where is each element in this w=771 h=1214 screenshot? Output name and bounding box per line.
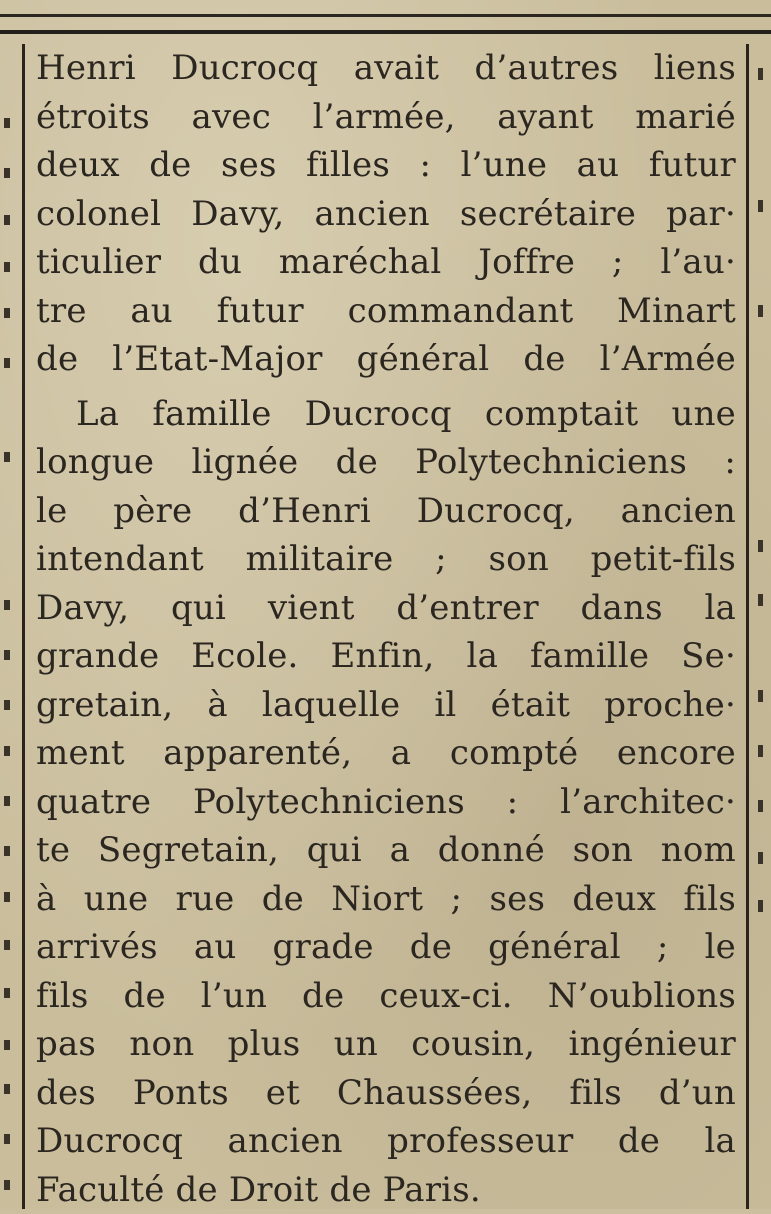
left-column-divider bbox=[22, 44, 25, 1209]
text-line: fils de l’un de ceux-ci. N’oublions bbox=[36, 972, 736, 1021]
text-line: à une rue de Niort ; ses deux fils bbox=[36, 875, 736, 924]
top-rule bbox=[0, 14, 771, 17]
text-line: de l’Etat-Major général de l’Armée bbox=[36, 335, 736, 384]
right-neighbor-column-fragments bbox=[752, 40, 771, 1209]
column-header-rule bbox=[0, 30, 771, 34]
text-line: colonel Davy, ancien secrétaire par· bbox=[36, 190, 736, 239]
text-line: La famille Ducrocq comptait une bbox=[36, 390, 736, 439]
text-line: étroits avec l’armée, ayant marié bbox=[36, 93, 736, 142]
left-neighbor-column-fragments bbox=[0, 40, 20, 1209]
text-line: le père d’Henri Ducrocq, ancien bbox=[36, 487, 736, 536]
text-line: Henri Ducrocq avait d’autres liens bbox=[36, 44, 736, 93]
paragraph-1 bbox=[36, 44, 736, 384]
paragraph-2 bbox=[36, 390, 736, 1214]
text-line: ticulier du maréchal Joffre ; l’au· bbox=[36, 238, 736, 287]
text-line: ment apparenté, a compté encore bbox=[36, 729, 736, 778]
text-line: te Segretain, qui a donné son nom bbox=[36, 826, 736, 875]
text-line: des Ponts et Chaussées, fils d’un bbox=[36, 1069, 736, 1118]
text-line: longue lignée de Polytechniciens : bbox=[36, 438, 736, 487]
text-line: Faculté de Droit de Paris. bbox=[36, 1166, 736, 1214]
text-line: deux de ses filles : l’une au futur bbox=[36, 141, 736, 190]
text-line: Davy, qui vient d’entrer dans la bbox=[36, 584, 736, 633]
text-line: intendant militaire ; son petit-fils bbox=[36, 535, 736, 584]
text-line: Ducrocq ancien professeur de la bbox=[36, 1117, 736, 1166]
text-line: arrivés au grade de général ; le bbox=[36, 923, 736, 972]
text-line: gretain, à laquelle il était proche· bbox=[36, 681, 736, 730]
text-line: tre au futur commandant Minart bbox=[36, 287, 736, 336]
text-line: pas non plus un cousin, ingénieur bbox=[36, 1020, 736, 1069]
text-line: quatre Polytechniciens : l’architec· bbox=[36, 778, 736, 827]
text-line: grande Ecole. Enfin, la famille Se· bbox=[36, 632, 736, 681]
right-column-divider bbox=[746, 44, 749, 1209]
article-column bbox=[36, 44, 736, 1214]
